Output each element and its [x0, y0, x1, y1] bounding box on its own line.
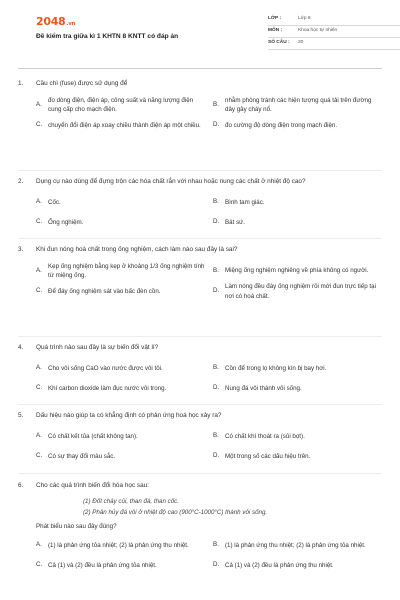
option-letter: D.	[213, 218, 220, 226]
option-letter: A.	[36, 100, 42, 108]
option-letter: D.	[213, 287, 220, 295]
question-number: 5.	[18, 412, 24, 419]
option-text: chuyển đổi điện áp xoay chiều thành điện áp một chiều.	[48, 121, 201, 129]
option-letter: A.	[36, 541, 42, 549]
option-text: Nung đá vôi thành vôi sống.	[225, 384, 302, 392]
option-text: Một trong số các dấu hiệu trên.	[225, 452, 311, 460]
option-d[interactable]	[213, 282, 382, 301]
option-c[interactable]	[36, 557, 205, 575]
question-number: 4.	[18, 344, 24, 351]
question-text: Dấu hiệu nào giúp ta có khẳng định có phản ứng hoá học xảy ra?	[36, 412, 222, 419]
options-grid	[18, 537, 382, 575]
option-text: Có chất kết tủa (chất không tan).	[48, 432, 138, 440]
question-separator	[18, 473, 382, 474]
option-letter: A.	[36, 432, 42, 440]
option-c[interactable]	[36, 116, 205, 134]
option-text: nhằm phòng tránh các hiện tượng quá tải trên đường dây gây cháy nổ.	[225, 96, 372, 113]
meta-value: Lớp 8	[298, 16, 311, 22]
process-list	[18, 496, 382, 520]
option-a[interactable]	[36, 537, 205, 555]
option-c[interactable]	[36, 214, 205, 232]
option-text: Cốc.	[48, 198, 61, 206]
option-text: Để đáy ống nghiệm sát vào bấc đèn cồn.	[48, 287, 161, 295]
option-b[interactable]	[213, 428, 382, 446]
options-grid	[18, 360, 382, 398]
question-text: Dụng cụ nào dùng để đựng trộn các hóa chất rắn với nhau hoặc nung các chất ở nhiệt độ cao?	[36, 178, 306, 185]
meta-key: MÔN :	[268, 28, 283, 34]
option-text: Có sự thay đổi màu sắc.	[48, 452, 116, 460]
option-text: Khí carbon dioxide làm đục nước vôi trong.	[48, 384, 167, 392]
option-b[interactable]	[213, 537, 382, 555]
site-logo[interactable]	[36, 15, 75, 30]
question-prompt: Phát biểu nào sau đây đúng?	[36, 523, 117, 531]
option-d[interactable]	[213, 116, 382, 134]
option-text: Bát sứ.	[225, 218, 245, 226]
question-5	[18, 412, 382, 466]
question-3	[18, 246, 382, 301]
option-letter: B.	[213, 364, 219, 372]
option-letter: D.	[213, 384, 220, 392]
option-d[interactable]	[213, 448, 382, 466]
option-d[interactable]	[213, 380, 382, 398]
question-separator	[18, 238, 382, 239]
question-1	[18, 80, 382, 134]
meta-row-subject	[268, 26, 400, 38]
option-c[interactable]	[36, 380, 205, 398]
option-letter: C.	[36, 561, 43, 569]
option-a[interactable]	[36, 262, 205, 281]
option-letter: B.	[213, 541, 219, 549]
option-letter: D.	[213, 121, 220, 129]
option-text: Làm nóng đều đáy ống nghiệm rồi mới đun trực tiếp tại nơi có hoá chất.	[225, 283, 376, 300]
question-separator	[18, 404, 382, 405]
option-text: Cả (1) và (2) đều là phản ứng thu nhiệt.	[225, 561, 334, 569]
option-text: đo dòng điện, điện áp, công suất và năng lượng điện cung cấp cho mạch điện.	[48, 96, 194, 113]
option-text: Cả (1) và (2) đều là phản ứng tỏa nhiệt.	[48, 561, 157, 569]
question-text: Quá trình nào sau đây là sự biến đổi vật lí?	[36, 344, 159, 351]
option-letter: D.	[213, 452, 220, 460]
exam-title: Đề kiểm tra giữa kì 1 KHTN 8 KNTT có đáp án	[36, 33, 179, 40]
option-letter: C.	[36, 287, 43, 295]
question-number: 3.	[18, 246, 24, 253]
question-6	[18, 482, 382, 575]
option-a[interactable]	[36, 428, 205, 446]
exam-meta-table	[268, 14, 400, 50]
meta-value: 20	[298, 40, 304, 46]
question-2	[18, 178, 382, 232]
meta-row-count	[268, 38, 400, 50]
option-letter: C.	[36, 452, 43, 460]
option-text: Bình tam giác.	[225, 198, 265, 206]
header-divider	[18, 68, 382, 69]
option-text: Ống nghiệm.	[48, 218, 84, 226]
process-item: (1) Đốt cháy củi, than đá, than cốc.	[83, 497, 179, 505]
meta-key: SỐ CÂU :	[268, 40, 290, 46]
meta-value: Khoa học tự nhiên	[298, 28, 338, 34]
meta-row-class	[268, 14, 400, 26]
question-separator	[18, 170, 382, 171]
question-number: 1.	[18, 80, 24, 87]
option-letter: D.	[213, 561, 220, 569]
question-4	[18, 344, 382, 398]
option-text: Cồn để trong lọ không kín bị bay hơi.	[225, 364, 327, 372]
question-number: 6.	[18, 482, 24, 489]
option-letter: C.	[36, 218, 43, 226]
option-letter: B.	[213, 100, 219, 108]
option-text: (1) là phản ứng tỏa nhiệt; (2) là phản ứng thu nhiệt.	[48, 541, 189, 549]
options-grid	[18, 194, 382, 232]
option-text: Kẹp ống nghiệm bằng kẹp ở khoảng 1/3 ống nghiệm tính từ miệng ống.	[48, 262, 205, 279]
option-a[interactable]	[36, 360, 205, 378]
question-separator	[18, 336, 382, 337]
option-b[interactable]	[213, 194, 382, 212]
logo-text: 2048	[36, 15, 66, 28]
option-text: Cho vôi sống CaO vào nước được vôi tôi.	[48, 364, 163, 372]
option-b[interactable]	[213, 262, 382, 281]
option-a[interactable]	[36, 194, 205, 212]
page-header	[18, 0, 382, 66]
option-text: đo cường độ dòng điện trong mạch điện.	[225, 121, 338, 129]
options-grid	[18, 428, 382, 466]
option-letter: B.	[213, 432, 219, 440]
option-letter: C.	[36, 121, 43, 129]
option-c[interactable]	[36, 448, 205, 466]
options-grid	[18, 96, 382, 135]
option-d[interactable]	[213, 214, 382, 232]
question-text: Cầu chì (fuse) được sử dụng để	[36, 80, 128, 87]
option-text: Có chất khí thoát ra (sủi bọt).	[225, 432, 305, 440]
option-b[interactable]	[213, 360, 382, 378]
option-letter: B.	[213, 198, 219, 206]
option-c[interactable]	[36, 282, 205, 301]
process-item: (2) Phân hủy đá vôi ở nhiệt độ cao (900°C-1000°C) thành vôi sống.	[83, 509, 268, 517]
option-letter: A.	[36, 266, 42, 274]
options-grid	[18, 262, 382, 301]
option-letter: A.	[36, 198, 42, 206]
question-text: Cho các quá trình biến đổi hóa học sau:	[36, 482, 149, 489]
meta-key: LỚP :	[268, 16, 282, 22]
option-letter: A.	[36, 364, 42, 372]
option-d[interactable]	[213, 557, 382, 575]
logo-domain: .vn	[66, 21, 76, 27]
option-text: Miệng ống nghiệm nghiêng về phía không có người.	[225, 267, 369, 275]
option-b[interactable]	[213, 96, 382, 115]
option-text: (1) là phản ứng thu nhiệt; (2) là phản ứng tỏa nhiệt.	[225, 541, 366, 549]
option-letter: C.	[36, 384, 43, 392]
question-number: 2.	[18, 178, 24, 185]
question-text: Khi đun nóng hoá chất trong ống nghiệm, cách làm nào sau đây là sai?	[36, 246, 238, 253]
option-letter: B.	[213, 266, 219, 274]
option-a[interactable]	[36, 96, 205, 115]
